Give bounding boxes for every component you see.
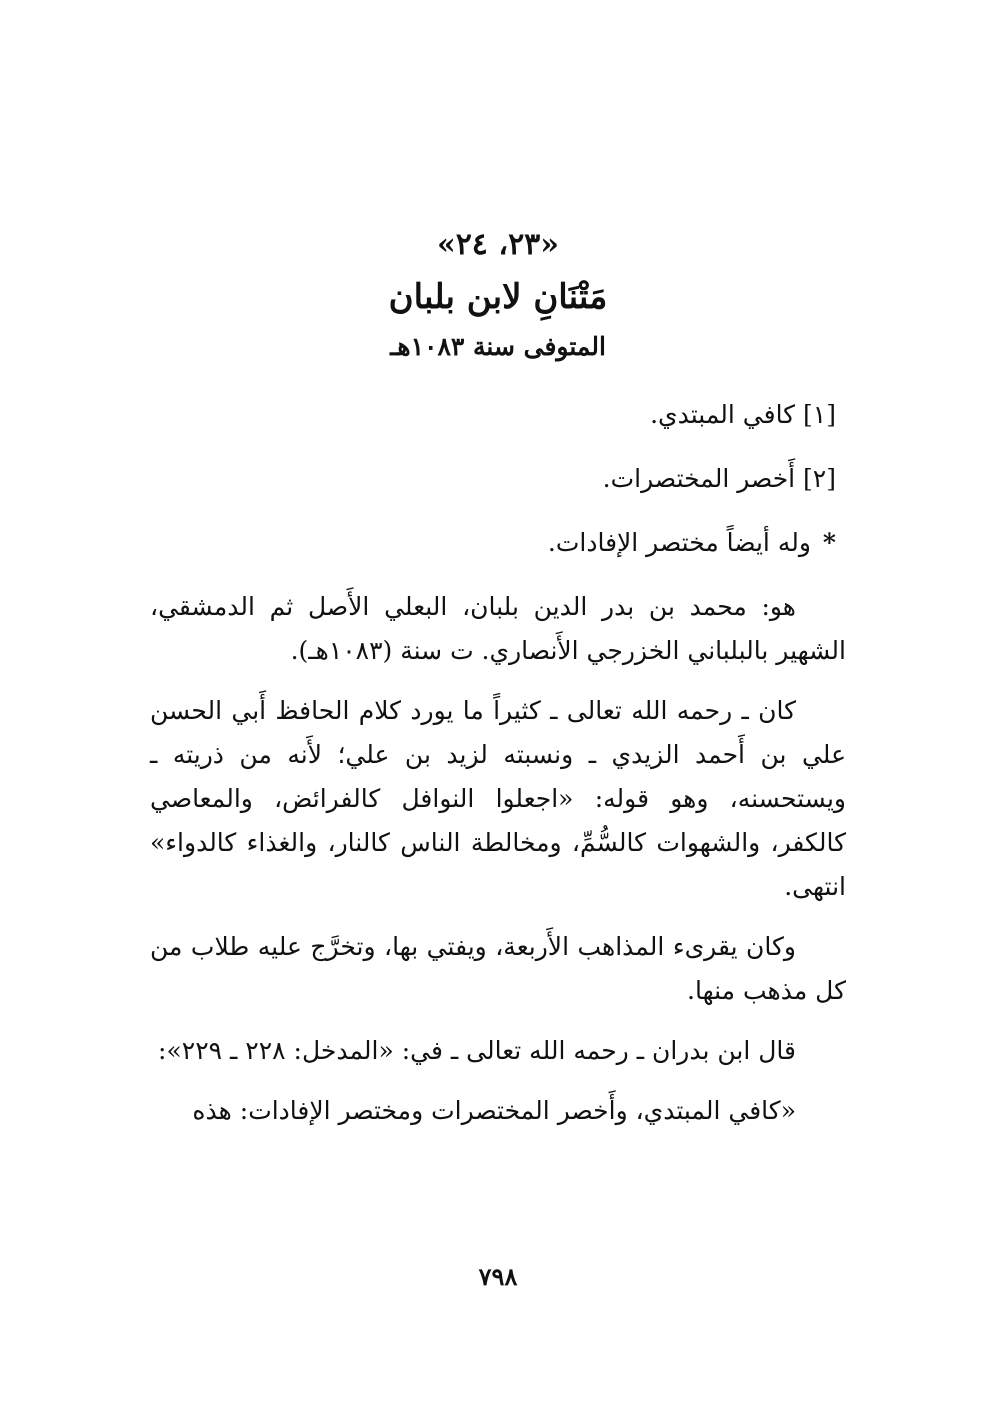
work-item: [١] كافي المبتدي. [650,400,836,429]
entry-death-date: المتوفى سنة ١٠٨٣هـ [390,332,606,361]
paragraph: كان ـ رحمه الله تعالى ـ كثيراً ما يورد كلام الحافظ أَبي الحسن علي بن أَحمد الزيدي ـ ونسبته لزيد بن علي؛ لأَنه من ذريته ـ ويستحسنه، وهو قوله: «اجعلوا النوافل كالفرائض، والمعاصي كالكفر، والشهوات كالسُّمِّ، ومخالطة الناس كالنار، والغذاء كالدواء» انتهى. [150,696,846,901]
entry-header [0,225,996,367]
paragraph: وكان يقرىء المذاهب الأَربعة، ويفتي بها، وتخرَّج عليه طلاب من كل مذهب منها. [150,932,846,1005]
entry-number: «٢٣، ٢٤» [436,227,560,262]
star-marker: * [822,528,836,557]
paragraph: «كافي المبتدي، وأَخصر المختصرات ومختصر الإفادات: هذه [192,1096,796,1125]
work-item: [٢] أَخصر المختصرات. [602,464,836,493]
paragraph: قال ابن بدران ـ رحمه الله تعالى ـ في: «المدخل: ٢٢٨ ـ ٢٢٩»: [158,1036,796,1065]
also-text: وله أيضاً مختصر الإفادات. [547,528,811,557]
also-line [150,521,846,565]
body-text [150,393,846,1149]
paragraph: هو: محمد بن بدر الدين بلبان، البعلي الأَصل ثم الدمشقي، الشهير بالبلباني الخزرجي الأَنصاري. ت سنة (١٠٨٣هـ). [150,592,846,665]
page-number: ٧٩٨ [478,1262,518,1291]
entry-title: مَتْنَانِ لابن بلبان [388,277,608,317]
